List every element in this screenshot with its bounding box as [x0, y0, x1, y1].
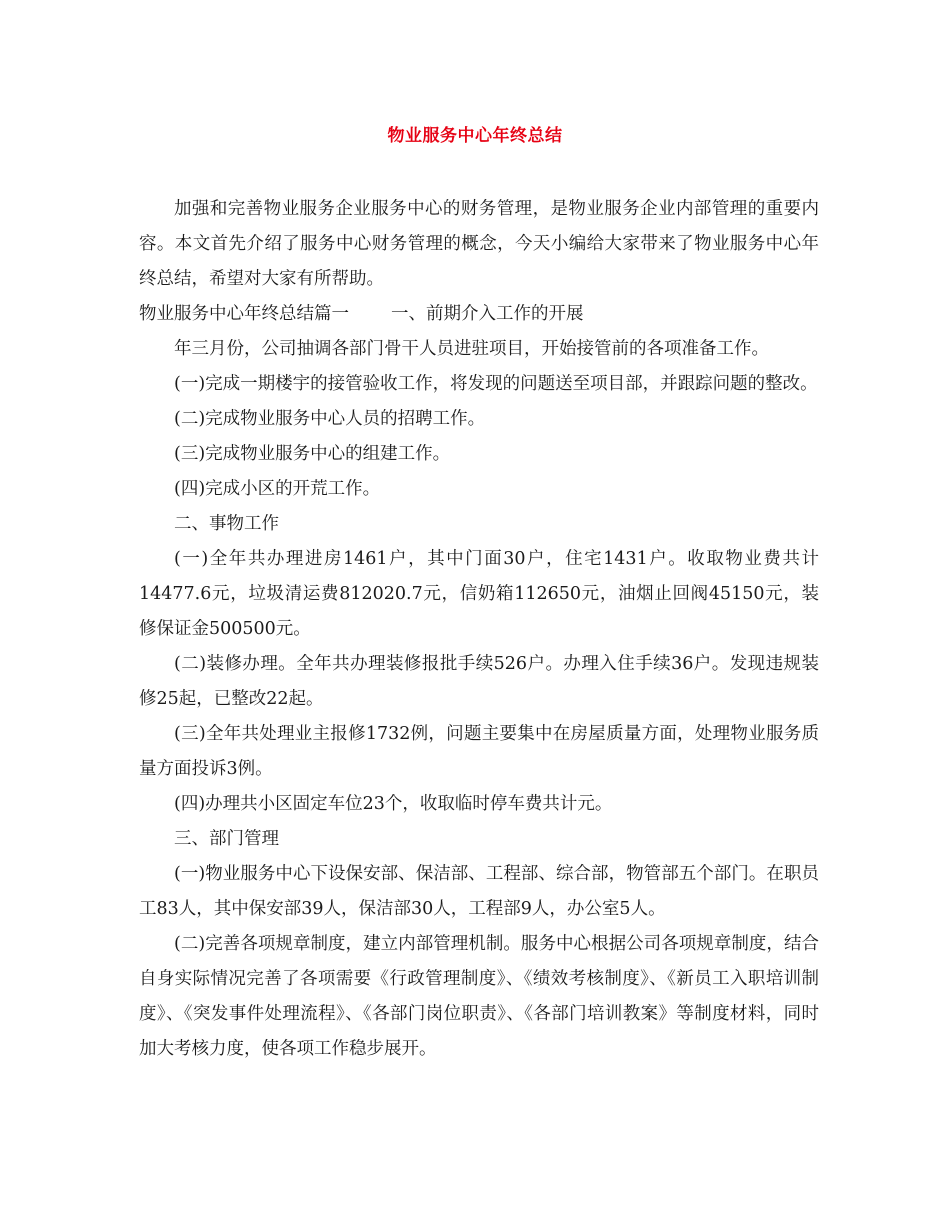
section-heading: 三、部门管理 — [174, 829, 279, 849]
paragraph: (一)全年共办理进房1461户，其中门面30户，住宅1431户。收取物业费共计14477.6元，垃圾清运费812020.7元，信奶箱112650元，油烟止回阀45150元，装修保证金500500元。 — [139, 549, 819, 639]
section-heading: 二、事物工作 — [174, 514, 279, 534]
paragraph: (一)物业服务中心下设保安部、保洁部、工程部、综合部，物管部五个部门。在职员工83人，其中保安部39人，保洁部30人，工程部9人，办公室5人。 — [139, 864, 819, 919]
section-header — [139, 297, 819, 332]
paragraph: (三)完成物业服务中心的组建工作。 — [174, 444, 451, 464]
section-header-title: 物业服务中心年终总结篇一 — [139, 304, 349, 324]
document-body — [139, 192, 819, 1067]
document-title: 物业服务中心年终总结 — [387, 126, 563, 146]
paragraph: (四)办理共小区固定车位23个，收取临时停车费共计元。 — [174, 794, 613, 814]
paragraph: (二)完成物业服务中心人员的招聘工作。 — [174, 409, 486, 429]
paragraph: (二)完善各项规章制度，建立内部管理机制。服务中心根据公司各项规章制度，结合自身实际情况完善了各项需要《行政管理制度》、《绩效考核制度》、《新员工入职培训制度》、《突发事件处理流程》、《各部门岗位职责》、《各部门培训教案》等制度材料，同时加大考核力度，使各项工作稳步展开。 — [139, 934, 819, 1059]
section-header-subtitle: 一、前期介入工作的开展 — [391, 304, 584, 324]
paragraph: (一)完成一期楼宇的接管验收工作，将发现的问题送至项目部，并跟踪问题的整改。 — [174, 374, 818, 394]
paragraph: (三)全年共处理业主报修1732例，问题主要集中在房屋质量方面，处理物业服务质量方面投诉3例。 — [139, 724, 819, 779]
paragraph: (四)完成小区的开荒工作。 — [174, 479, 381, 499]
intro-paragraph: 加强和完善物业服务企业服务中心的财务管理，是物业服务企业内部管理的重要内容。本文首先介绍了服务中心财务管理的概念，今天小编给大家带来了物业服务中心年终总结，希望对大家有所帮助。 — [139, 199, 819, 289]
paragraph: 年三月份，公司抽调各部门骨干人员进驻项目，开始接管前的各项准备工作。 — [174, 339, 769, 359]
paragraph: (二)装修办理。全年共办理装修报批手续526户。办理入住手续36户。发现违规装修25起，已整改22起。 — [139, 654, 819, 709]
